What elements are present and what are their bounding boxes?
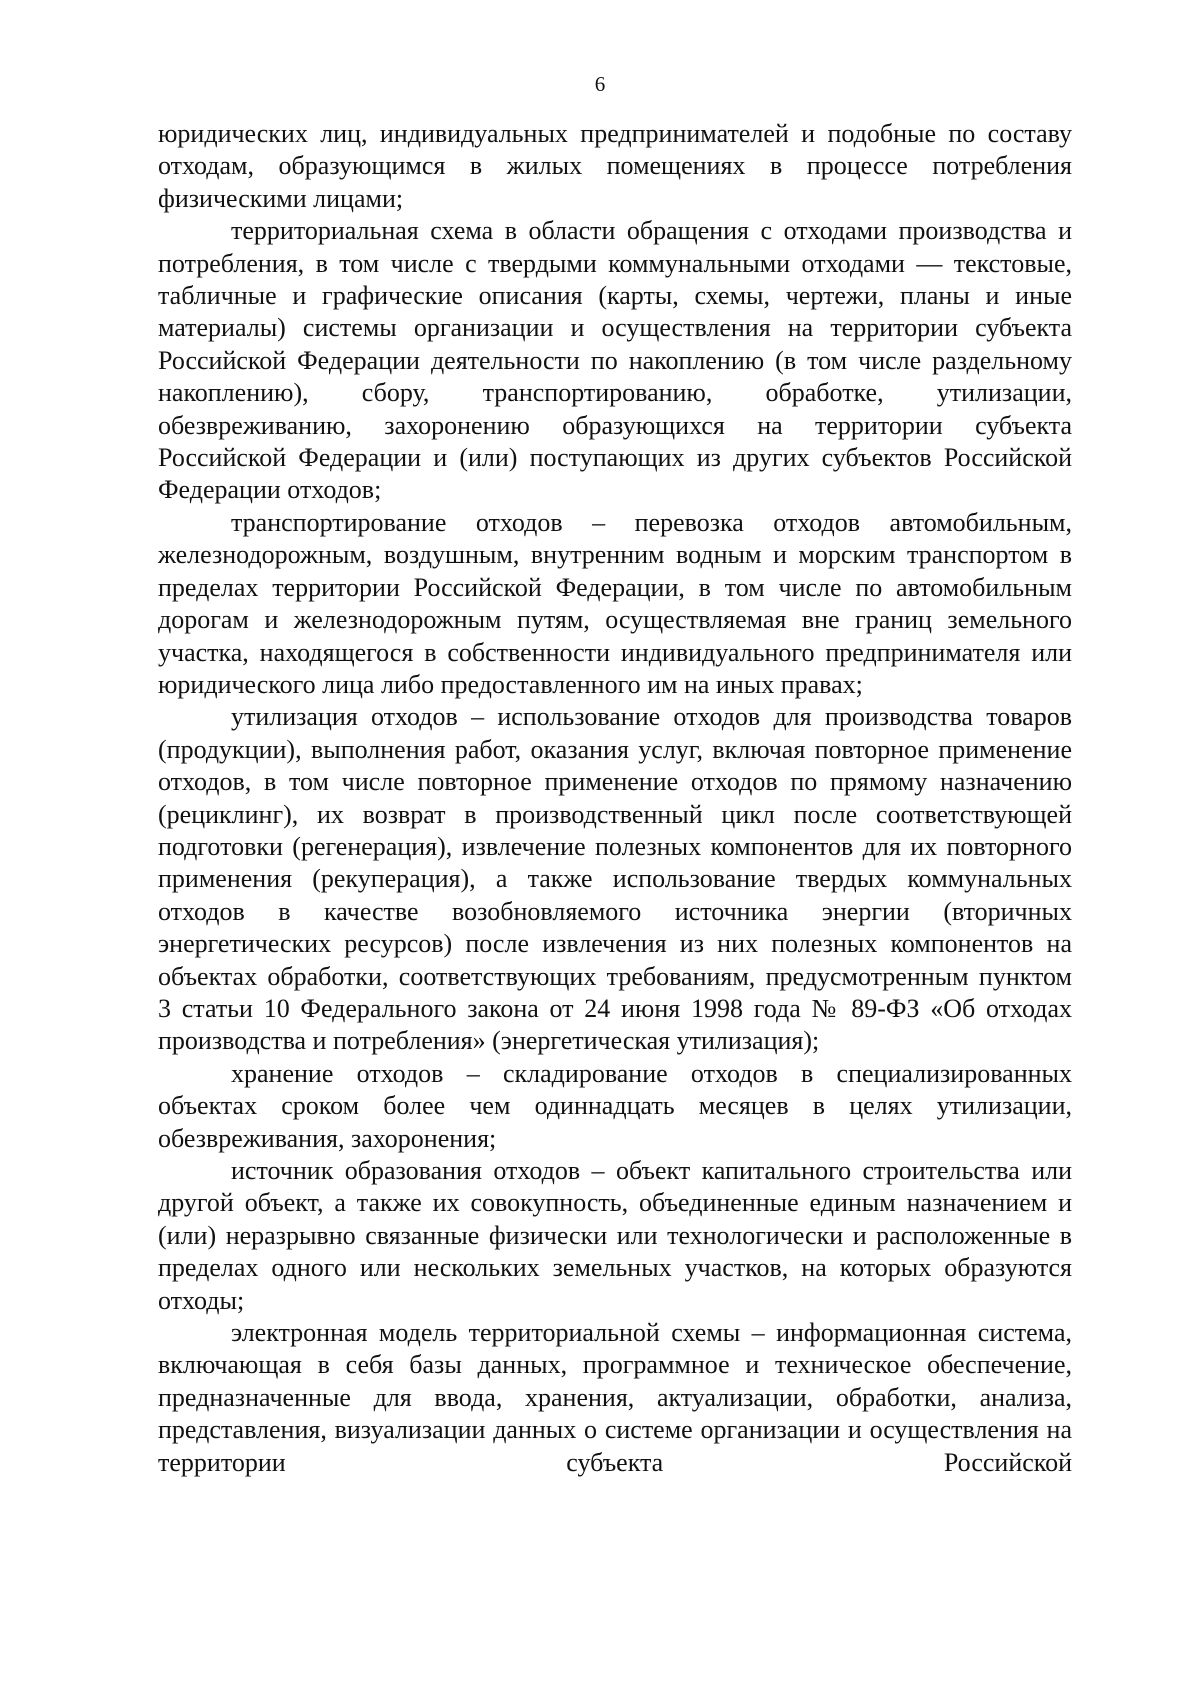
paragraph-continuation: юридических лиц, индивидуальных предпринимателей и подобные по составу отходам, образующимся в жилых помещениях в процессе потребления физическими лицами; — [158, 119, 1072, 213]
paragraph-waste-utilization: утилизация отходов – использование отходов для производства товаров (продукции), выполнения работ, оказания услуг, включая повторное применение отходов, в том числе повторное применение отходов по прямому назначению (рециклинг), их возврат в производственный цикл после соответствующей подготовки (регенерация), извлечение полезных компонентов для их повторного применения (рекуперация), а также использование твердых коммунальных отходов в качестве возобновляемого источника энергии (вторичных энергетических ресурсов) после извлечения из них полезных компонентов на объектах обработки, соответствующих требованиям, предусмотренным пунктом 3 статьи 10 Федерального закона от 24 июня 1998 года № 89-ФЗ «Об отходах производства и потребления» (энергетическая утилизация); — [158, 702, 1072, 1056]
page-number: 6 — [594, 72, 606, 96]
paragraph-electronic-model: электронная модель территориальной схемы – информационная система, включающая в себя базы данных, программное и техническое обеспечение, предназначенные для ввода, хранения, актуализации, обработки, анализа, представления, визуализации данных о системе организации и осуществления на территории субъекта Российской — [158, 1318, 1072, 1477]
paragraph-waste-source: источник образования отходов – объект капитального строительства или другой объект, а также их совокупность, объединенные единым назначением и (или) неразрывно связанные физически или технологически и расположенные в пределах одного или нескольких земельных участков, на которых образуются отходы; — [158, 1156, 1072, 1315]
document-body — [158, 118, 1072, 1479]
paragraph-waste-transportation: транспортирование отходов – перевозка отходов автомобильным, железнодорожным, воздушным, внутренним водным и морским транспортом в пределах территории Российской Федерации, в том числе по автомобильным дорогам и железнодорожным путям, осуществляемая вне границ земельного участка, находящегося в собственности индивидуального предпринимателя или юридического лица либо предоставленного им на иных правах; — [158, 507, 1072, 699]
paragraph-waste-storage: хранение отходов – складирование отходов в специализированных объектах сроком более чем одиннадцать месяцев в целях утилизации, обезвреживания, захоронения; — [158, 1058, 1072, 1153]
paragraph-territorial-scheme: территориальная схема в области обращения с отходами производства и потребления, в том числе с твердыми коммунальными отходами — текстовые, табличные и графические описания (карты, схемы, чертежи, планы и иные материалы) системы организации и осуществления на территории субъекта Российской Федерации деятельности по накоплению (в том числе раздельному накоплению), сбору, транспортированию, обработке, утилизации, обезвреживанию, захоронению образующихся на территории субъекта Российской Федерации и (или) поступающих из других субъектов Российской Федерации отходов; — [158, 216, 1072, 505]
